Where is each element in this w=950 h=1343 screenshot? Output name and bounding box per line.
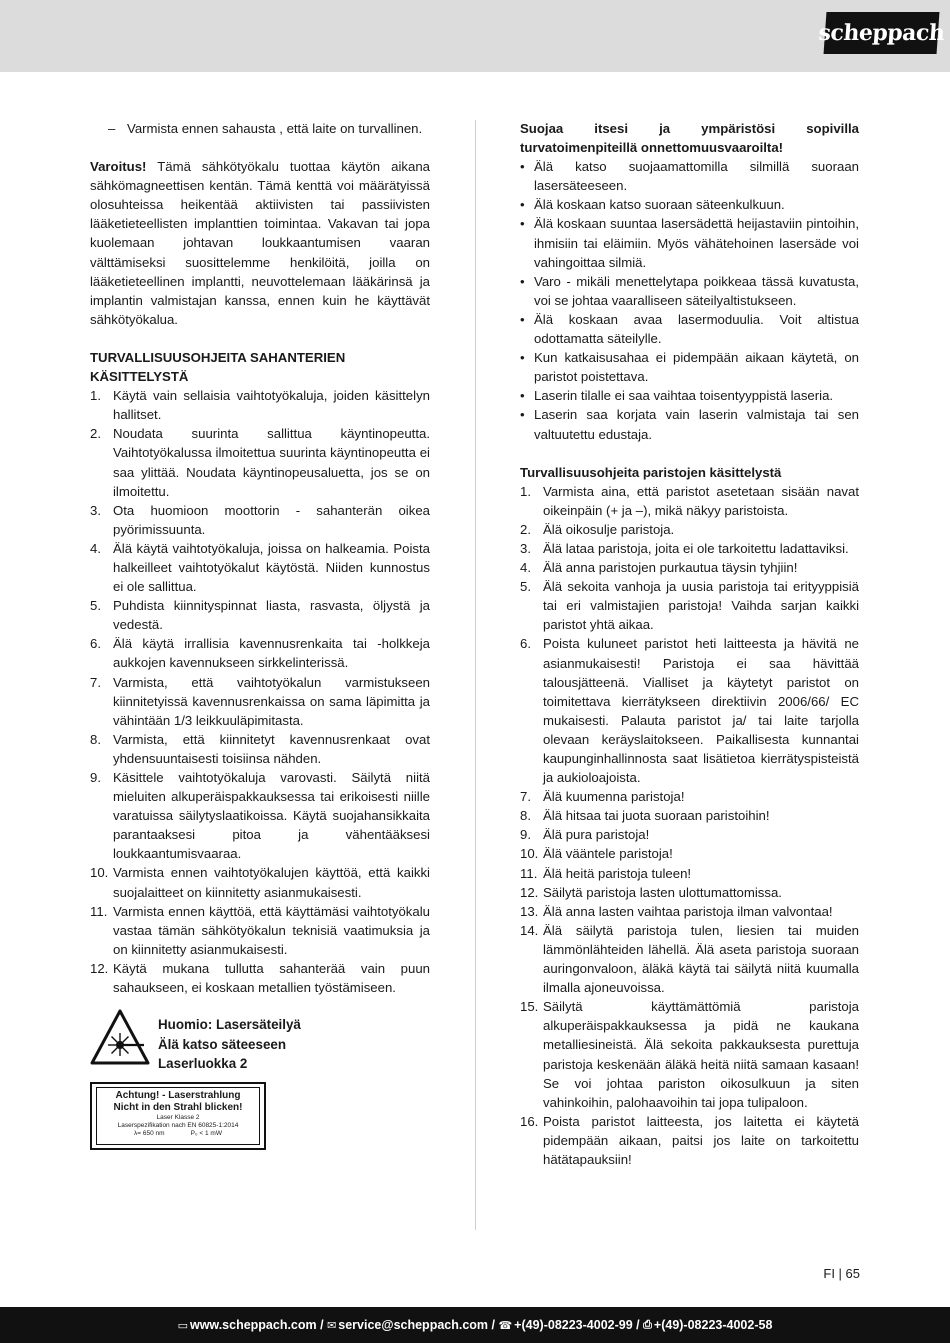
list-item-text: Käytä mukana tullutta sahanterää vain puun sahaukseen, ei koskaan metallien työstämiseen. bbox=[113, 960, 430, 996]
list-number: 8. bbox=[90, 731, 101, 747]
email-icon: ✉ bbox=[327, 1319, 337, 1332]
list-item-text: Varmista, että vaihtotyökalun varmistukseen kiinnitetyissä kavennusrenkaissa on sama läpimitta ja vähintään 1/3 leikkuuläpimitasta. bbox=[113, 674, 430, 728]
saw-blade-instruction bbox=[90, 386, 430, 424]
dash-item bbox=[90, 119, 430, 138]
list-item-text: Poista paristot laitteesta, jos laitetta ei käytetä pidempään aikaan, paitsi jos laite on tarkoitettu hätätapauksiin! bbox=[543, 1113, 859, 1167]
list-item-text: Älä anna lasten vaihtaa paristoja ilman valvontaa! bbox=[543, 903, 833, 919]
footer-separator: / bbox=[632, 1318, 644, 1332]
list-item-text: Älä käytä vaihtotyökaluja, joissa on halkeamia. Poista halkeilleet vaihtotyökalut käytöstä. Niiden kunnostus ei ole sallittua. bbox=[113, 540, 430, 595]
list-number: 14. bbox=[520, 922, 539, 938]
list-item-text: Puhdista kiinnityspinnat liasta, rasvasta, öljystä ja vedestä. bbox=[113, 598, 430, 633]
laser-safety-item bbox=[520, 195, 859, 214]
list-number: 9. bbox=[520, 827, 531, 843]
footer-separator: / bbox=[488, 1318, 499, 1332]
list-number: 9. bbox=[90, 770, 101, 785]
list-item-text: Käytä vain sellaisia vaihtotyökaluja, joiden käsittelyn hallitset. bbox=[113, 388, 430, 423]
list-item-text: Kun katkaisusahaa ei pidempään aikaan käytetä, on paristot poistettava. bbox=[534, 350, 859, 385]
footer-phone: +(49)-08223-4002-99 bbox=[514, 1318, 633, 1332]
bullet-marker: • bbox=[520, 388, 525, 404]
laser-safety-item bbox=[520, 214, 859, 271]
battery-instruction bbox=[520, 997, 859, 1112]
phone-icon: ☎ bbox=[498, 1319, 513, 1332]
laser-safety-item bbox=[520, 272, 859, 310]
list-item-text: Varmista ennen vaihtotyökalujen käyttöä, että kaikki suojalaitteet on kiinnitetty asianmukaisesti. bbox=[113, 865, 430, 900]
list-item-text: Käsittele vaihtotyökaluja varovasti. Säilytä niitä mieluiten alkuperäispakkauksessa tai erikoisesti niille varatuissa säilytyslaatikoissa. Käytä suojahansikkaita parantaaksesi pitoa ja vähentääksesi loukkaantumisvaaraa. bbox=[113, 770, 430, 862]
saw-blade-instruction bbox=[90, 959, 430, 997]
battery-instruction bbox=[520, 883, 859, 902]
footer-separator: / bbox=[316, 1318, 328, 1332]
list-item-text: Älä anna paristojen purkautua täysin tyhjiin! bbox=[543, 560, 798, 576]
list-item-text: Älä pura paristoja! bbox=[543, 827, 650, 843]
dash-marker: – bbox=[108, 121, 116, 136]
label-wavelength: λ= 650 nm bbox=[134, 1130, 165, 1138]
laser-safety-heading: Suojaa itsesi ja ympäristösi sopivilla turvatoimenpiteillä onnettomuusvaaroilta! bbox=[520, 121, 859, 156]
saw-blade-instruction bbox=[90, 501, 430, 539]
list-number: 13. bbox=[520, 903, 539, 919]
list-number: 2. bbox=[90, 426, 101, 442]
left-column bbox=[90, 119, 430, 1159]
laser-note-line: Huomio: Lasersäteilyä bbox=[158, 1017, 301, 1033]
battery-instruction bbox=[520, 787, 859, 806]
list-item-text: Älä säilytä paristoja tulen, liesien tai muiden lämmönlähteiden lähellä. Älä aseta paristoja suoraan auringonvaloon, äläkä käytä tai säilytä niitä kuumalla ilmalla ajoneuvoissa. bbox=[543, 922, 859, 996]
saw-blade-instruction bbox=[90, 902, 430, 959]
warning-paragraph bbox=[90, 157, 430, 329]
column-divider bbox=[475, 120, 476, 1230]
battery-instruction bbox=[520, 864, 859, 883]
list-number: 1. bbox=[90, 388, 101, 404]
bullet-marker: • bbox=[520, 197, 525, 213]
bullet-marker: • bbox=[520, 350, 525, 366]
label-line: Laser Klasse 2 bbox=[156, 1114, 200, 1122]
laser-warning-block bbox=[90, 1009, 430, 1159]
footer-email[interactable]: service@scheppach.com bbox=[338, 1318, 489, 1332]
saw-blade-heading: TURVALLISUUSOHJEITA SAHANTERIEN KÄSITTELYSTÄ bbox=[90, 349, 346, 385]
list-item-text: Noudata suurinta sallittua käyntinopeutta. Vaihtotyökalussa ilmoitettua suurinta käyntinopeutta ei saa ylittää. Noudata käyntinopeusaluetta, jos se on ilmoitettu. bbox=[113, 426, 430, 499]
list-number: 6. bbox=[520, 636, 531, 652]
list-number: 3. bbox=[90, 502, 101, 518]
list-number: 12. bbox=[90, 960, 109, 976]
list-item-text: Älä hitsaa tai juota suoraan paristoihin! bbox=[543, 808, 770, 824]
battery-instruction bbox=[520, 482, 859, 520]
saw-blade-instruction bbox=[90, 768, 430, 863]
list-item-text: Säilytä käyttämättömiä paristoja alkuperäispakkauksessa ja pidä ne kaukana metalliesineistä. Älä sekoita pakkauksesta purettuja paristoja keskenään äläkä heitä niitä samaan kasaan! Se voi johtaa pariston oikosulkuun ja siten vahinkoihin, palohaavoihin tai jopa tulipaloon. bbox=[543, 999, 859, 1110]
list-number: 10. bbox=[90, 865, 109, 881]
list-number: 6. bbox=[90, 636, 101, 652]
list-item-text: Älä vääntele paristoja! bbox=[543, 846, 673, 862]
battery-instruction bbox=[520, 539, 859, 558]
bullet-marker: • bbox=[520, 216, 525, 232]
list-number: 8. bbox=[520, 808, 531, 824]
list-item-text: Poista kuluneet paristot heti laitteesta ja hävitä ne asianmukaisesti! Paristoja ei saa hävittää talousjätteenä. Vialliset ja käytetyt paristot on toimitettava kierrätykseen direktiivin 2006/66/ EC mukaisesti. Palauta paristot ja/ tai laite tarjolla olevaan keräyslaitokseen. Paikallisesta kunnantai kaupunginhallinnosta saat lisätietoa kierrätyspisteistä ja aukioloajoista. bbox=[543, 636, 859, 786]
bullet-marker: • bbox=[520, 273, 525, 289]
battery-instruction bbox=[520, 825, 859, 844]
dash-item-text: Varmista ennen sahausta , että laite on turvallinen. bbox=[127, 121, 423, 136]
laser-class-label bbox=[90, 1082, 266, 1150]
list-item-text: Älä sekoita vanhoja ja uusia paristoja tai erityyppisiä tai eri valmistajien paristoja! Vaihda sarjan kaikki paristot yhtä aikaa. bbox=[543, 579, 859, 633]
battery-instruction bbox=[520, 902, 859, 921]
list-number: 10. bbox=[520, 846, 539, 862]
list-number: 5. bbox=[90, 598, 101, 614]
laser-safety-item bbox=[520, 310, 859, 348]
battery-instruction bbox=[520, 634, 859, 787]
list-number: 7. bbox=[90, 674, 101, 690]
list-number: 12. bbox=[520, 884, 539, 900]
list-item-text: Varmista aina, että paristot asetetaan sisään navat oikeinpäin (+ ja –), mikä näkyy paristoista. bbox=[543, 483, 859, 518]
list-item-text: Älä heitä paristoja tuleen! bbox=[543, 865, 692, 881]
battery-safety-heading: Turvallisuusohjeita paristojen käsittelystä bbox=[520, 464, 782, 480]
warning-label: Varoitus! bbox=[90, 159, 147, 175]
warning-text: Tämä sähkötyökalu tuottaa käytön aikana sähkömagneettisen kentän. Tämä kenttä voi määrätyissä olosuhteissa heikentää aktiivisten tai passiivisten lääketieteellisten implanttien toimintaa. Vakavan tai jopa kuolemaan johtavan loukkaantumisen vaaran välttämiseksi suosittelemme henkilöitä, joilla on lääketieteellinen implantti, neuvottelemaan lääkärinsä ja implantin valmistajan kanssa, ennen kuin he käyttävät sähkötyökalua. bbox=[90, 159, 430, 327]
list-number: 2. bbox=[520, 521, 531, 537]
page-number: FI | 65 bbox=[823, 1266, 860, 1281]
list-number: 3. bbox=[520, 540, 531, 556]
list-number: 4. bbox=[90, 540, 101, 556]
list-number: 7. bbox=[520, 789, 531, 805]
footer-fax: +(49)-08223-4002-58 bbox=[653, 1318, 773, 1332]
battery-instruction bbox=[520, 844, 859, 863]
bullet-marker: • bbox=[520, 407, 525, 423]
battery-instruction bbox=[520, 577, 859, 634]
label-line: Nicht in den Strahl blicken! bbox=[113, 1102, 243, 1114]
saw-blade-instruction bbox=[90, 634, 430, 672]
list-number: 16. bbox=[520, 1113, 539, 1129]
list-item-text: Älä koskaan avaa lasermoduulia. Voit altistua odottamatta säteilylle. bbox=[534, 311, 859, 347]
fax-icon: ⎙ bbox=[643, 1318, 652, 1331]
label-line: Achtung! - Laserstrahlung bbox=[115, 1090, 241, 1102]
battery-instruction bbox=[520, 921, 859, 997]
list-item-text: Säilytä paristoja lasten ulottumattomissa. bbox=[543, 884, 782, 900]
laser-warning-icon bbox=[90, 1009, 150, 1065]
list-item-text: Varmista ennen käyttöä, että käyttämäsi vaihtotyökalu vastaa tämän sähkötyökalun teknisiä vaatimuksia ja on kiinnitetty asianmukaisesti. bbox=[113, 903, 430, 957]
laser-safety-list bbox=[520, 157, 859, 443]
right-column bbox=[520, 119, 859, 1169]
list-item-text: Älä oikosulje paristoja. bbox=[543, 521, 675, 537]
laser-safety-item bbox=[520, 157, 859, 195]
label-specs bbox=[97, 1130, 259, 1138]
list-item-text: Älä kuumenna paristoja! bbox=[543, 789, 685, 805]
battery-safety-list bbox=[520, 482, 859, 1169]
bullet-marker: • bbox=[520, 159, 525, 175]
bullet-marker: • bbox=[520, 311, 525, 327]
footer-website[interactable]: www.scheppach.com bbox=[189, 1318, 317, 1332]
saw-blade-instruction bbox=[90, 730, 430, 768]
laser-safety-item bbox=[520, 386, 859, 405]
list-item-text: Varmista, että kiinnitetyt kavennusrenkaat ovat yhdensuuntaisesti toisiinsa nähden. bbox=[113, 731, 430, 766]
list-item-text: Varo - mikäli menettelytapa poikkeaa tässä kuvatusta, voi se johtaa vaaralliseen säteilyaltistukseen. bbox=[534, 273, 859, 308]
footer-bar bbox=[0, 1307, 950, 1343]
laser-note-line: Älä katso säteeseen bbox=[158, 1036, 287, 1052]
list-item-text: Älä katso suojaamattomilla silmillä suoraan lasersäteeseen. bbox=[534, 159, 859, 194]
header-bar bbox=[0, 0, 950, 72]
list-item-text: Älä lataa paristoja, joita ei ole tarkoitettu ladattaviksi. bbox=[543, 540, 849, 556]
laser-note bbox=[158, 1015, 301, 1074]
saw-blade-instruction bbox=[90, 863, 430, 901]
list-item-text: Ota huomioon moottorin - sahanterän oikea pyörimissuunta. bbox=[113, 502, 430, 537]
list-item-text: Laserin saa korjata vain laserin valmistaja tai sen valtuutettu edustaja. bbox=[534, 407, 859, 442]
list-item-text: Älä koskaan katso suoraan säteenkulkuun. bbox=[534, 197, 785, 213]
computer-icon: ▭ bbox=[177, 1319, 188, 1332]
saw-blade-instruction bbox=[90, 596, 430, 634]
list-number: 11. bbox=[90, 903, 108, 919]
battery-instruction bbox=[520, 1112, 859, 1169]
laser-note-line: Laserluokka 2 bbox=[158, 1056, 248, 1072]
list-number: 4. bbox=[520, 560, 531, 576]
label-power: P₀ < 1 mW bbox=[190, 1130, 222, 1138]
battery-instruction bbox=[520, 806, 859, 825]
label-line: Laserspezifikation nach EN 60825-1:2014 bbox=[117, 1122, 239, 1130]
saw-blade-instruction bbox=[90, 673, 430, 730]
list-number: 1. bbox=[520, 483, 531, 499]
list-number: 5. bbox=[520, 579, 531, 595]
list-item-text: Laserin tilalle ei saa vaihtaa toisentyyppistä laseria. bbox=[534, 388, 834, 404]
laser-safety-item bbox=[520, 348, 859, 386]
list-number: 15. bbox=[520, 999, 539, 1015]
battery-instruction bbox=[520, 520, 859, 539]
saw-blade-instructions-list bbox=[90, 386, 430, 997]
brand-logo: scheppach bbox=[824, 12, 940, 54]
saw-blade-instruction bbox=[90, 539, 430, 596]
saw-blade-instruction bbox=[90, 424, 430, 500]
laser-safety-item bbox=[520, 405, 859, 443]
list-number: 11. bbox=[520, 865, 538, 881]
battery-instruction bbox=[520, 558, 859, 577]
list-item-text: Älä koskaan suuntaa lasersädettä heijastaviin pintoihin, ihmisiin tai eläimiin. Myös vähätehoinen lasersäde voi vahingoittaa silmiä. bbox=[534, 216, 859, 270]
list-item-text: Älä käytä irrallisia kavennusrenkaita tai -holkkeja aukkojen kavennukseen sirkkelinterissä. bbox=[113, 636, 430, 671]
